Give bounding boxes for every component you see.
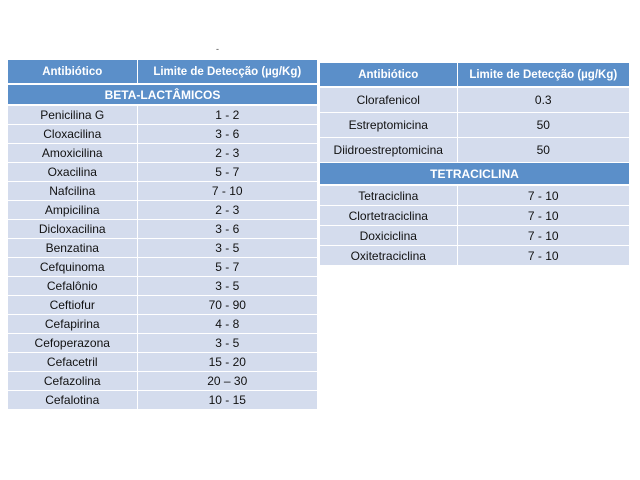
antibiotic-name: Benzatina bbox=[8, 239, 137, 258]
antibiotic-name: Cefacetril bbox=[8, 353, 137, 372]
header-antibiotic: Antibiótico bbox=[320, 63, 457, 87]
header-detection-limit: Limite de Detecção (µg/Kg) bbox=[457, 63, 629, 87]
detection-limit: 3 - 5 bbox=[137, 277, 317, 296]
detection-limit: 1 - 2 bbox=[137, 105, 317, 125]
detection-limit: 3 - 6 bbox=[137, 125, 317, 144]
detection-limit: 3 - 5 bbox=[137, 239, 317, 258]
detection-limit: 2 - 3 bbox=[137, 201, 317, 220]
antibiotic-name: Nafcilina bbox=[8, 182, 137, 201]
antibiotic-name: Clortetraciclina bbox=[320, 206, 457, 226]
detection-limit: 3 - 5 bbox=[137, 334, 317, 353]
table-row bbox=[320, 87, 629, 113]
antibiotic-name: Dicloxacilina bbox=[8, 220, 137, 239]
table-row bbox=[8, 125, 317, 144]
antibiotic-name: Cefapirina bbox=[8, 315, 137, 334]
antibiotic-name: Ampicilina bbox=[8, 201, 137, 220]
detection-limit: 5 - 7 bbox=[137, 258, 317, 277]
section-beta-lactams: BETA-LACTÂMICOS bbox=[8, 84, 317, 105]
table-row bbox=[8, 239, 317, 258]
table-row bbox=[8, 144, 317, 163]
table-row bbox=[8, 201, 317, 220]
table-row bbox=[320, 246, 629, 266]
detection-limit: 7 - 10 bbox=[137, 182, 317, 201]
section-row bbox=[320, 163, 629, 186]
table-header-row bbox=[320, 63, 629, 87]
header-antibiotic: Antibiótico bbox=[8, 60, 137, 84]
detection-limit: 50 bbox=[457, 138, 629, 163]
antibiotic-name: Cefquinoma bbox=[8, 258, 137, 277]
table-row bbox=[8, 372, 317, 391]
antibiotic-name: Oxitetraciclina bbox=[320, 246, 457, 266]
detection-limit: 10 - 15 bbox=[137, 391, 317, 410]
table-row bbox=[8, 315, 317, 334]
antibiotic-name: Clorafenicol bbox=[320, 87, 457, 113]
detection-limit: 0.3 bbox=[457, 87, 629, 113]
other-antibiotics-table bbox=[320, 63, 629, 266]
table-row bbox=[320, 206, 629, 226]
detection-limit: 3 - 6 bbox=[137, 220, 317, 239]
stray-mark: - bbox=[216, 44, 219, 54]
detection-limit: 15 - 20 bbox=[137, 353, 317, 372]
antibiotic-name: Cloxacilina bbox=[8, 125, 137, 144]
table-row bbox=[8, 220, 317, 239]
antibiotic-name: Cefalotina bbox=[8, 391, 137, 410]
antibiotic-name: Penicilina G bbox=[8, 105, 137, 125]
detection-limit: 70 - 90 bbox=[137, 296, 317, 315]
antibiotic-name: Ceftiofur bbox=[8, 296, 137, 315]
detection-limit: 5 - 7 bbox=[137, 163, 317, 182]
antibiotic-name: Diidroestreptomicina bbox=[320, 138, 457, 163]
antibiotic-name: Estreptomicina bbox=[320, 113, 457, 138]
antibiotic-name: Cefoperazona bbox=[8, 334, 137, 353]
table-row bbox=[8, 391, 317, 410]
table-row bbox=[8, 105, 317, 125]
table-row bbox=[8, 353, 317, 372]
detection-limit: 7 - 10 bbox=[457, 185, 629, 206]
beta-lactam-table bbox=[8, 60, 317, 410]
table-row bbox=[320, 138, 629, 163]
table-row bbox=[8, 182, 317, 201]
detection-limit: 4 - 8 bbox=[137, 315, 317, 334]
header-detection-limit: Limite de Detecção (µg/Kg) bbox=[137, 60, 317, 84]
table-row bbox=[8, 296, 317, 315]
antibiotic-name: Cefalônio bbox=[8, 277, 137, 296]
detection-limit: 50 bbox=[457, 113, 629, 138]
detection-limit: 20 – 30 bbox=[137, 372, 317, 391]
antibiotic-name: Cefazolina bbox=[8, 372, 137, 391]
table-row bbox=[8, 258, 317, 277]
table-row bbox=[320, 113, 629, 138]
antibiotic-name: Amoxicilina bbox=[8, 144, 137, 163]
detection-limit: 2 - 3 bbox=[137, 144, 317, 163]
section-tetracycline: TETRACICLINA bbox=[320, 163, 629, 186]
detection-limit: 7 - 10 bbox=[457, 226, 629, 246]
antibiotic-name: Oxacilina bbox=[8, 163, 137, 182]
table-row bbox=[8, 277, 317, 296]
table-row bbox=[320, 226, 629, 246]
detection-limit: 7 - 10 bbox=[457, 206, 629, 226]
detection-limit: 7 - 10 bbox=[457, 246, 629, 266]
antibiotic-name: Tetraciclina bbox=[320, 185, 457, 206]
section-row bbox=[8, 84, 317, 105]
antibiotic-name: Doxiciclina bbox=[320, 226, 457, 246]
table-header-row bbox=[8, 60, 317, 84]
table-row bbox=[320, 185, 629, 206]
table-row bbox=[8, 163, 317, 182]
table-row bbox=[8, 334, 317, 353]
